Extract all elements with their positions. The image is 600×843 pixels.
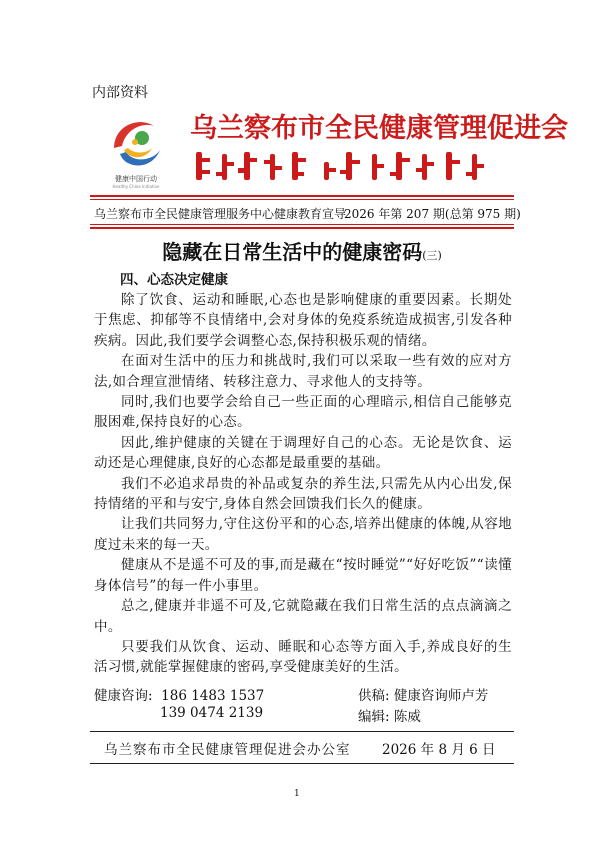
section-heading: 四、心态决定健康 <box>120 272 228 288</box>
paragraph: 让我们共同努力,守住这份平和的心态,培养出健康的体魄,从容地度过未来的每一天。 <box>94 516 512 553</box>
issue-rule-thick <box>90 227 514 229</box>
footer-organization: 乌兰察布市全民健康管理促进会办公室 <box>104 742 351 758</box>
paragraph: 总之,健康并非遥不可及,它就隐藏在我们日常生活的点点滴滴之中。 <box>94 598 512 635</box>
page-number: 1 <box>294 789 300 799</box>
issue-line <box>94 205 521 222</box>
footer-rule-bottom <box>90 763 514 764</box>
article-title-suffix: (三) <box>422 249 442 262</box>
contributor: 供稿: 健康咨询师卢芳 <box>358 688 489 704</box>
phone-number-1: 186 1483 1537 <box>161 688 265 704</box>
issue-rule-thin <box>90 224 514 225</box>
paragraph: 在面对生活中的压力和挑战时,我们可以采取一些有效的应对方法,如合理宣泄情绪、转移注意力、寻求他人的支持等。 <box>94 353 512 390</box>
phone-number-2: 139 0474 2139 <box>160 705 264 721</box>
issue-unit: 乌兰察布市全民健康管理服务中心健康教育宣导 <box>94 207 347 221</box>
organization-title: 乌兰察布市全民健康管理促进会 <box>190 113 568 144</box>
mongolian-script-title <box>196 150 496 184</box>
header-rule-thick <box>90 195 514 197</box>
paragraph: 我们不必追求昂贵的补品或复杂的养生法,只需先从内心出发,保持情绪的平和与安宁,身体自然会回馈我们长久的健康。 <box>94 475 512 513</box>
header-rule-thin <box>90 199 514 200</box>
paragraph: 只要我们从饮食、运动、睡眠和心态等方面入手,养成良好的生活习惯,就能掌握健康的密码,享受健康美好的生活。 <box>94 638 512 676</box>
consult-line <box>94 684 264 704</box>
footer-rule-top <box>90 731 514 732</box>
consult-label: 健康咨询: <box>94 688 153 704</box>
logo-caption: 健康中国行动 <box>115 175 157 183</box>
paragraph: 同时,我们也要学会给自己一些正面的心理暗示,相信自己能够克服困难,保持良好的心态。 <box>94 394 512 431</box>
logo-subcaption: Healthy China Initiative <box>112 184 160 189</box>
health-china-logo <box>104 110 168 174</box>
internal-label: 内部资料 <box>92 85 148 101</box>
footer-date: 2026 年 8 月 6 日 <box>382 742 496 758</box>
article-body <box>94 290 512 678</box>
article-title-text: 隐藏在日常生活中的健康密码 <box>162 240 423 264</box>
paragraph: 健康从不是遥不可及的事,而是藏在“按时睡觉”“好好吃饭”“读懂身体信号”的每一件小事里。 <box>94 557 512 594</box>
paragraph: 因此,维护健康的关键在于调理好自己的心态。无论是饮食、运动还是心理健康,良好的心态都是最重要的基础。 <box>94 434 512 472</box>
editor: 编辑: 陈威 <box>358 709 421 725</box>
issue-number: 2026 年第 207 期(总第 975 期) <box>344 207 521 221</box>
article-title <box>90 236 514 265</box>
paragraph: 除了饮食、运动和睡眠,心态也是影响健康的重要因素。长期处于焦虑、抑郁等不良情绪中,会对身体的免疫系统造成损害,引发各种疾病。因此,我们要学会调整心态,保持积极乐观的情绪。 <box>94 292 512 349</box>
